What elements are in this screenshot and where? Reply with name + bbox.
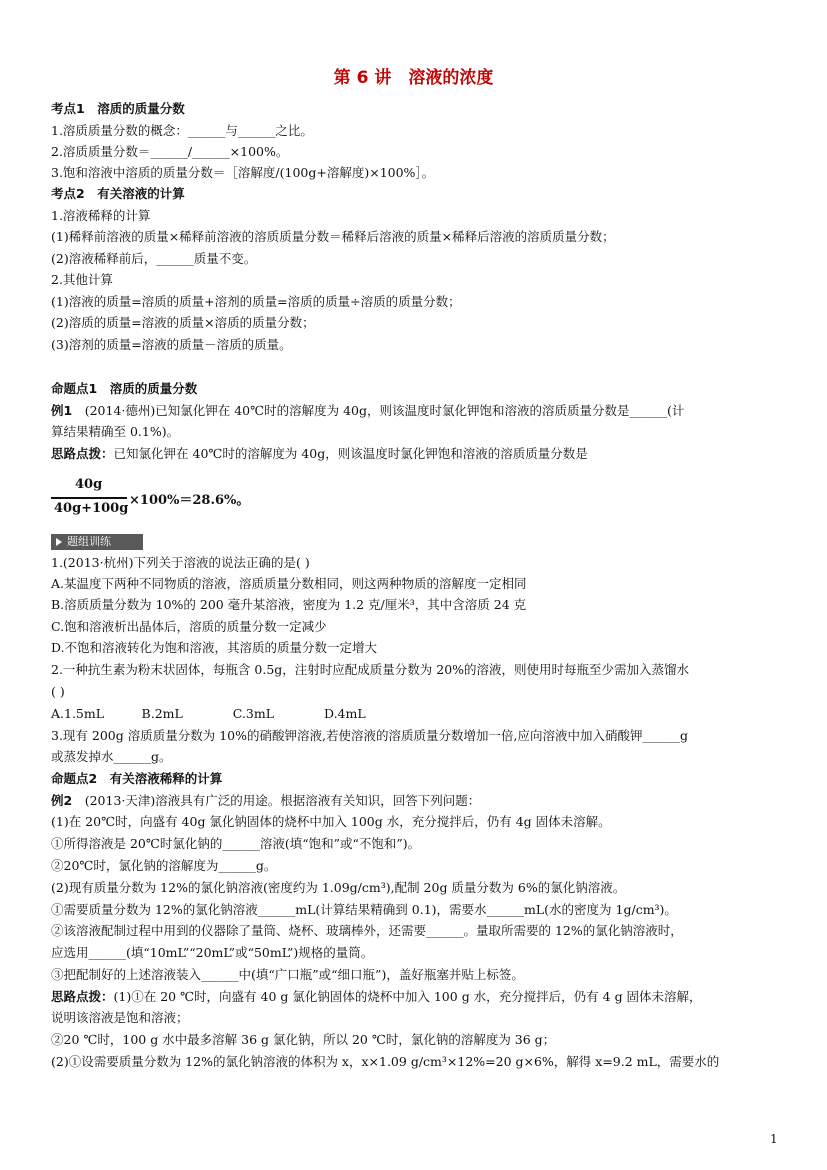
- text-line: 或蒸发掉水______g。: [51, 749, 172, 764]
- option-line: A.1.5mL B.2mL C.3mL D.4mL: [51, 706, 366, 721]
- text-line: (2)现有质量分数为 12%的氯化钠溶液(密度约为 1.09g/cm³),配制 20g 质量分数为 6%的氯化钠溶液。: [51, 880, 626, 895]
- text-line: ③把配制好的上述溶液装入______中(填“广口瓶”或“细口瓶”)，盖好瓶塞并贴上标签。: [51, 967, 524, 982]
- option-line: C.饱和溶液析出晶体后，溶质的质量分数一定减少: [51, 619, 327, 634]
- text-line: 2.其他计算: [51, 272, 113, 287]
- text-line: (2)溶质的质量=溶液的质量×溶质的质量分数；: [51, 315, 315, 330]
- hint-line: 思路点拨：已知氯化钾在 40℃时的溶解度为 40g，则该温度时氯化钾饱和溶液的溶质质量分数是: [51, 446, 588, 461]
- section-heading: 考点2 有关溶液的计算: [51, 186, 185, 201]
- fraction-denominator: 40g+100g: [54, 501, 129, 516]
- fraction-result: ×100%＝28.6%。: [129, 493, 250, 508]
- line-label: 例1: [51, 403, 73, 418]
- text-line: (2)溶液稀释前后，______质量不变。: [51, 251, 257, 266]
- fraction-bar: [51, 497, 127, 499]
- section-heading: 考点1 溶质的质量分数: [51, 101, 185, 116]
- line-label: 思路点拨：: [51, 446, 114, 461]
- question-line: 1.(2013·杭州)下列关于溶液的说法正确的是( ): [51, 555, 310, 570]
- line-label: 例2: [51, 793, 73, 808]
- section-heading: 命题点2 有关溶液稀释的计算: [51, 771, 223, 786]
- option-line: D.不饱和溶液转化为饱和溶液，其溶质的质量分数一定增大: [51, 640, 378, 655]
- text-line: (2)①设需要质量分数为 12%的氯化钠溶液的体积为 x，x×1.09 g/cm³×12%=20 g×6%，解得 x=9.2 mL，需要水的: [51, 1054, 720, 1069]
- text-line: 算结果精确至 0.1%)。: [51, 424, 180, 439]
- question-line: 2.一种抗生素为粉末状固体，每瓶含 0.5g，注射时应配成质量分数为 20%的溶液，则使用时每瓶至少需加入蒸馏水: [51, 662, 690, 677]
- fraction-numerator: 40g: [75, 477, 103, 492]
- practice-tag: [51, 534, 143, 550]
- triangle-icon: [56, 538, 62, 546]
- text-line: (3)溶剂的质量=溶液的质量－溶质的质量。: [51, 337, 292, 352]
- example-line: 例2 (2013·天津)溶液具有广泛的用途。根据溶液有关知识，回答下列问题：: [51, 793, 481, 808]
- option-line: A.某温度下两种不同物质的溶液，溶质质量分数相同，则这两种物质的溶解度一定相同: [51, 576, 527, 591]
- line-label: 思路点拨：: [51, 989, 114, 1004]
- example-line: 例1 (2014·德州)已知氯化钾在 40℃时的溶解度为 40g，则该温度时氯化钾饱和溶液的溶质质量分数是______(计: [51, 403, 685, 418]
- text-line: ①所得溶液是 20℃时氯化钠的______溶液(填“饱和”或“不饱和”)。: [51, 836, 421, 851]
- text-line: 1.溶液稀释的计算: [51, 208, 151, 223]
- practice-tag-label: 题组训练: [67, 535, 111, 548]
- text-line: ①需要质量分数为 12%的氯化钠溶液______mL(计算结果精确到 0.1)，需要水______mL(水的密度为 1g/cm³)。: [51, 902, 677, 917]
- question-line: 3.现有 200g 溶质质量分数为 10%的硝酸钾溶液,若使溶液的溶质质量分数增加一倍,应向溶液中加入硝酸钾______g: [51, 728, 688, 743]
- text-line: (1)稀释前溶液的质量×稀释前溶液的溶质质量分数＝稀释后溶液的质量×稀释后溶液的溶质质量分数；: [51, 229, 615, 244]
- text-line: 3.饱和溶液中溶质的质量分数＝［溶解度/(100g+溶解度)×100%］。: [51, 165, 435, 180]
- text-line: (1)在 20℃时，向盛有 40g 氯化钠固体的烧杯中加入 100g 水，充分搅拌后，仍有 4g 固体未溶解。: [51, 814, 611, 829]
- text-line: 2.溶质质量分数＝______/______×100%。: [51, 144, 289, 159]
- text-line: ( ): [51, 684, 65, 699]
- text-line: (1)溶液的质量=溶质的质量+溶剂的质量=溶质的质量÷溶质的质量分数；: [51, 294, 461, 309]
- section-heading: 命题点1 溶质的质量分数: [51, 381, 198, 396]
- text-line: ②20℃时，氯化钠的溶解度为______g。: [51, 858, 277, 873]
- text-line: 说明该溶液是饱和溶液；: [51, 1010, 189, 1025]
- text-line: ②该溶液配制过程中用到的仪器除了量筒、烧杯、玻璃棒外，还需要______。量取所需要的 12%的氯化钠溶液时，: [51, 923, 683, 938]
- text-line: 应选用______(填“10mL”“20mL”或“50mL”)规格的量筒。: [51, 945, 374, 960]
- page-number: 1: [770, 1132, 778, 1146]
- hint-line: 思路点拨：(1)①在 20 ℃时，向盛有 40 g 氯化钠固体的烧杯中加入 100 g 水，充分搅拌后，仍有 4 g 固体未溶解，: [51, 989, 702, 1004]
- page-title: 第 6 讲 溶液的浓度: [333, 68, 494, 88]
- option-line: B.溶质质量分数为 10%的 200 毫升某溶液，密度为 1.2 克/厘米³，其中含溶质 24 克: [51, 597, 527, 612]
- text-line: 1.溶质质量分数的概念：______与______之比。: [51, 123, 313, 138]
- text-line: ②20 ℃时，100 g 水中最多溶解 36 g 氯化钠，所以 20 ℃时，氯化钠的溶解度为 36 g；: [51, 1032, 556, 1047]
